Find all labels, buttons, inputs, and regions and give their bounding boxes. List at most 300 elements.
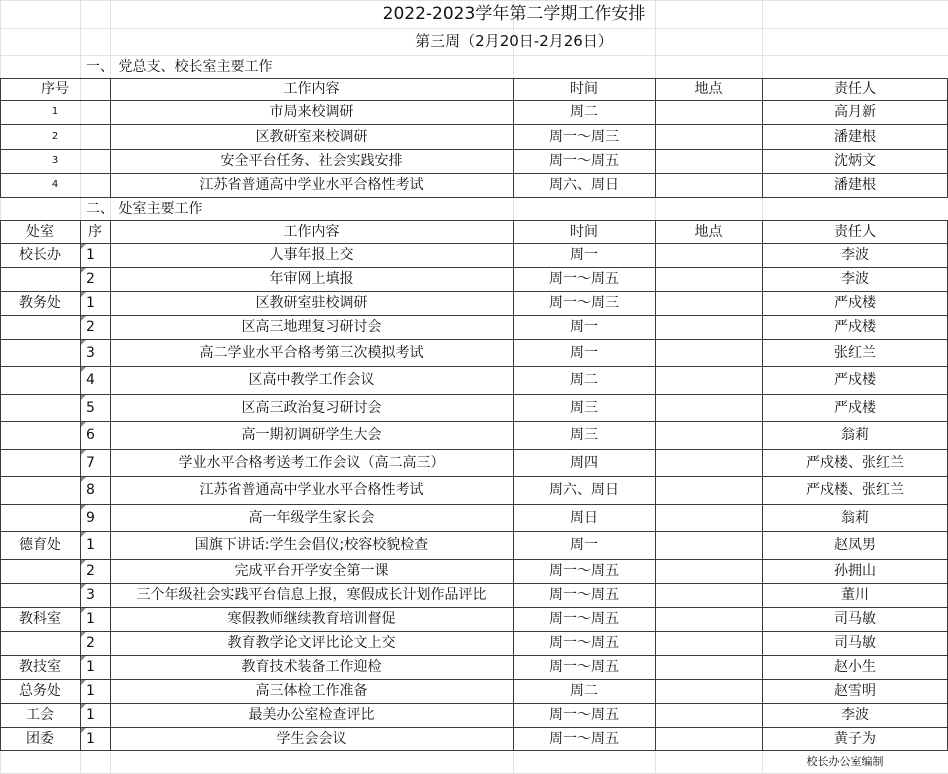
table-row-no-text: 1 (86, 537, 95, 553)
table-row-time-text: 周六、周日 (549, 177, 619, 193)
table-row-content-text: 最美办公室检查评比 (248, 707, 375, 723)
week-subtitle-text: 第三周（2月20日-2月26日） (415, 32, 613, 50)
table-row-content (110, 559, 513, 583)
table-row-person (762, 504, 948, 531)
table-row-person (762, 124, 948, 149)
table-row-content (110, 339, 513, 366)
table-row-no (80, 607, 110, 631)
table-row-no-text: 9 (86, 509, 95, 526)
table-row-person-text: 翁莉 (841, 509, 869, 526)
table-row-no (0, 173, 110, 197)
table-row-content-text: 寒假教师继续教育培训督促 (227, 611, 396, 627)
table-row-person-text: 孙拥山 (834, 563, 876, 579)
table-row-content (110, 583, 513, 607)
border-s2-col-2 (110, 220, 111, 750)
table-row-no-text: 4 (86, 372, 95, 388)
table-row-person (762, 531, 948, 559)
cell-marker-icon (81, 292, 86, 297)
table-row-time-text: 周一～周五 (549, 153, 619, 169)
footer-note (762, 750, 928, 773)
table-row-person (762, 703, 948, 727)
table-row-place (655, 583, 762, 607)
header-time-text: 时间 (570, 223, 598, 240)
border-s2-row-20 (0, 504, 948, 505)
border-s2-col-0 (0, 220, 1, 750)
table-row-time (513, 476, 655, 504)
table-row-no-text: 1 (86, 707, 95, 723)
table-row-dept (0, 703, 80, 727)
border-s2-col-3 (513, 220, 514, 750)
table-row-no-text: 2 (86, 635, 95, 651)
table-row-person-text: 严戍楼 (834, 319, 876, 335)
table-row-person (762, 727, 948, 750)
table-row-no (80, 655, 110, 679)
table-row-person-text: 张红兰 (834, 344, 876, 361)
table-row-time-text: 周一～周五 (549, 730, 619, 747)
table-row-time-text: 周一～周五 (549, 587, 619, 603)
table-row-content-text: 年审网上填报 (269, 271, 354, 287)
cell-marker-icon (81, 608, 86, 613)
cell-marker-icon (81, 367, 86, 372)
table-row-place (655, 421, 762, 449)
cell-marker-icon (81, 244, 86, 249)
table-row-content-text: 高三体检工作准备 (255, 683, 368, 699)
table-row-person-text: 沈炳文 (834, 153, 876, 169)
table-row-no-text: 1 (86, 730, 95, 747)
table-row-place (655, 394, 762, 421)
table-row-person (762, 449, 948, 476)
cell-marker-icon (81, 632, 86, 637)
table-row-content-text: 教育技术装备工作迎检 (241, 659, 382, 675)
table-row-dept (0, 291, 80, 315)
table-row-content-text: 高一期初调研学生大会 (241, 427, 382, 443)
table-row-content-text: 区高中教学工作会议 (248, 372, 375, 388)
cell-marker-icon (81, 268, 86, 273)
table-row-place (655, 291, 762, 315)
section2-heading-text: 二、 处室主要工作 (86, 200, 203, 217)
table-row-time (513, 173, 655, 197)
table-row-time (513, 679, 655, 703)
table-row-content-text: 学业水平合格考送考工作会议（高二高三） (178, 454, 445, 471)
table-row-content-text: 安全平台任务、社会实践安排 (220, 153, 403, 169)
header-dept-text: 处室 (26, 223, 54, 240)
header-content-text: 工作内容 (283, 223, 340, 240)
table-row-dept-text: 校长办 (19, 247, 61, 263)
table-row-time (513, 339, 655, 366)
table-row-content (110, 607, 513, 631)
table-row-place (655, 703, 762, 727)
header-place-text: 地点 (694, 223, 723, 240)
table-row-content (110, 655, 513, 679)
table-row-dept (0, 449, 80, 476)
table-row-content-text: 江苏省普通高中学业水平合格性考试 (199, 482, 424, 498)
week-subtitle (80, 28, 948, 55)
table-row-no-text: 3 (51, 155, 59, 166)
table-row-person-text: 赵凤男 (834, 537, 876, 553)
header-person (762, 78, 948, 100)
table-row-content-text: 完成平台开学安全第一课 (234, 563, 389, 579)
table-row-person-text: 严戍楼、张红兰 (806, 482, 904, 498)
table-row-no (0, 149, 110, 173)
table-row-person-text: 司马敏 (834, 635, 876, 651)
table-row-time (513, 243, 655, 267)
table-row-place (655, 366, 762, 394)
page-title (80, 0, 948, 28)
header-no (0, 78, 110, 100)
table-row-time (513, 449, 655, 476)
table-row-no (0, 124, 110, 149)
border-s1-row-7 (0, 173, 948, 174)
header-seq (80, 220, 110, 243)
table-row-person (762, 291, 948, 315)
table-row-time-text: 周一～周三 (549, 295, 619, 311)
table-row-person-text: 赵小生 (834, 659, 876, 675)
table-row-dept (0, 631, 80, 655)
table-row-time (513, 315, 655, 339)
table-row-time-text: 周一～周五 (549, 563, 619, 579)
table-row-no-text: 1 (51, 106, 59, 117)
table-row-time (513, 504, 655, 531)
table-row-content-text: 区教研室来校调研 (255, 128, 368, 145)
table-row-time-text: 周一～周五 (549, 635, 619, 651)
table-row-no (80, 421, 110, 449)
header-no-text: 序号 (41, 81, 69, 97)
table-row-time (513, 583, 655, 607)
table-row-place (655, 679, 762, 703)
border-s2-row-25 (0, 631, 948, 632)
table-row-no (80, 504, 110, 531)
table-row-content (110, 504, 513, 531)
table-row-no-text: 1 (86, 247, 95, 263)
table-row-time (513, 124, 655, 149)
table-row-content-text: 高一年级学生家长会 (248, 509, 375, 526)
table-row-place (655, 559, 762, 583)
header-content (110, 220, 513, 243)
table-row-time (513, 394, 655, 421)
table-row-content-text: 高二学业水平合格考第三次模拟考试 (199, 344, 424, 361)
table-row-dept-text: 德育处 (19, 537, 61, 553)
table-row-time (513, 703, 655, 727)
table-row-dept (0, 267, 80, 291)
table-row-no (80, 703, 110, 727)
table-row-dept (0, 504, 80, 531)
table-row-no (80, 476, 110, 504)
table-row-place (655, 267, 762, 291)
table-row-dept (0, 243, 80, 267)
table-row-no-text: 2 (86, 271, 95, 287)
table-row-content (110, 267, 513, 291)
table-row-no (80, 559, 110, 583)
border-s2-row-12 (0, 291, 948, 292)
table-row-content (110, 243, 513, 267)
border-s1-row-5 (0, 124, 948, 125)
table-row-time-text: 周一 (570, 319, 598, 335)
table-row-no (80, 366, 110, 394)
table-row-no (80, 531, 110, 559)
table-row-no-text: 1 (86, 683, 95, 699)
cell-marker-icon (81, 560, 86, 565)
table-row-content (110, 315, 513, 339)
table-row-no (80, 583, 110, 607)
table-row-time (513, 291, 655, 315)
table-row-no (80, 291, 110, 315)
table-row-time-text: 周一 (570, 537, 598, 553)
table-row-person-text: 严戍楼、张红兰 (806, 454, 904, 471)
border-s1-col-5 (762, 78, 763, 197)
table-row-content (110, 149, 513, 173)
table-row-no (80, 267, 110, 291)
table-row-place (655, 124, 762, 149)
table-row-content-text: 人事年报上交 (269, 247, 354, 263)
table-row-time (513, 655, 655, 679)
table-row-place (655, 504, 762, 531)
border-s2-col-1 (80, 220, 81, 750)
table-row-person (762, 559, 948, 583)
table-row-no (0, 100, 110, 124)
table-row-time-text: 周三 (570, 427, 598, 443)
table-row-time (513, 149, 655, 173)
table-row-dept-text: 教科室 (19, 611, 61, 627)
table-row-no (80, 449, 110, 476)
table-row-person (762, 421, 948, 449)
header-content-text: 工作内容 (283, 81, 340, 97)
section1-heading (80, 55, 680, 78)
table-row-dept-text: 工会 (26, 707, 54, 723)
table-row-no (80, 679, 110, 703)
border-s2-row-30 (0, 750, 948, 751)
table-row-person-text: 严戍楼 (834, 295, 876, 311)
table-row-no-text: 5 (86, 399, 95, 416)
section2-heading (80, 197, 680, 220)
cell-marker-icon (81, 395, 86, 400)
table-row-time-text: 周一～周五 (549, 707, 619, 723)
table-row-no (80, 315, 110, 339)
table-row-content (110, 476, 513, 504)
cell-marker-icon (81, 505, 86, 510)
table-row-no-text: 1 (86, 295, 95, 311)
table-row-person (762, 173, 948, 197)
cell-marker-icon (81, 680, 86, 685)
table-row-person (762, 655, 948, 679)
table-row-time-text: 周一～周三 (549, 128, 619, 145)
border-s2-row-23 (0, 583, 948, 584)
table-row-content-text: 区教研室驻校调研 (255, 295, 368, 311)
table-row-person-text: 李波 (841, 271, 869, 287)
table-row-content (110, 394, 513, 421)
cell-marker-icon (81, 584, 86, 589)
table-row-person (762, 679, 948, 703)
table-row-content-text: 江苏省普通高中学业水平合格性考试 (199, 177, 424, 193)
border-s1-col-0 (0, 78, 1, 197)
table-row-content-text: 教育教学论文评比论文上交 (227, 635, 396, 651)
table-row-dept-text: 总务处 (19, 683, 61, 699)
border-s1-row-6 (0, 149, 948, 150)
table-row-person-text: 黄子为 (834, 730, 876, 747)
table-row-place (655, 727, 762, 750)
table-row-person (762, 631, 948, 655)
page-title-text: 2022-2023学年第二学期工作安排 (382, 3, 646, 24)
footer-note-text: 校长办公室编制 (806, 755, 884, 768)
table-row-person (762, 583, 948, 607)
table-row-time (513, 366, 655, 394)
table-row-time (513, 727, 655, 750)
border-s2-row-29 (0, 727, 948, 728)
table-row-dept (0, 476, 80, 504)
cell-marker-icon (81, 532, 86, 537)
table-row-person (762, 607, 948, 631)
border-s2-row-21 (0, 531, 948, 532)
border-s2-col-5 (762, 220, 763, 750)
table-row-content (110, 703, 513, 727)
table-row-no-text: 1 (86, 659, 95, 675)
border-s2-row-26 (0, 655, 948, 656)
table-row-no-text: 2 (51, 130, 59, 142)
table-row-person-text: 严戍楼 (834, 399, 876, 416)
header-person-text: 责任人 (834, 223, 876, 240)
border-s1-row-4 (0, 100, 948, 101)
section1-heading-text: 一、 党总支、校长室主要工作 (86, 58, 273, 75)
border-s1-col-2 (110, 78, 111, 197)
table-row-dept (0, 559, 80, 583)
header-person (762, 220, 948, 243)
border-s2-row-11 (0, 267, 948, 268)
header-time (513, 220, 655, 243)
table-row-content (110, 124, 513, 149)
table-row-no-text: 8 (86, 482, 95, 498)
table-row-no-text: 2 (86, 563, 95, 579)
table-row-time-text: 周一～周五 (549, 611, 619, 627)
border-s2-row-9 (0, 220, 948, 221)
table-row-person (762, 366, 948, 394)
border-s2-row-10 (0, 243, 948, 244)
table-row-dept-text: 团委 (26, 730, 54, 747)
border-s1-col-3 (513, 78, 514, 197)
table-row-dept-text: 教务处 (19, 295, 61, 311)
table-row-content (110, 631, 513, 655)
header-place (655, 78, 762, 100)
table-row-time (513, 631, 655, 655)
cell-marker-icon (81, 450, 86, 455)
table-row-no-text: 1 (86, 611, 95, 627)
table-row-place (655, 100, 762, 124)
table-row-content-text: 三个年级社会实践平台信息上报，寒假成长计划作品评比 (136, 587, 487, 603)
border-s2-row-19 (0, 476, 948, 477)
table-row-person-text: 翁莉 (841, 427, 869, 443)
table-row-person (762, 315, 948, 339)
cell-marker-icon (81, 656, 86, 661)
table-row-time (513, 100, 655, 124)
table-row-content-text: 市局来校调研 (269, 104, 354, 120)
table-row-no (80, 394, 110, 421)
table-row-time-text: 周一～周五 (549, 659, 619, 675)
table-row-time-text: 周一～周五 (549, 271, 619, 287)
table-row-person-text: 司马敏 (834, 611, 876, 627)
table-row-person-text: 李波 (841, 247, 869, 263)
table-row-time-text: 周一 (570, 247, 598, 263)
cell-marker-icon (81, 477, 86, 482)
table-row-dept-text: 教技室 (19, 659, 61, 675)
table-row-dept (0, 315, 80, 339)
border-s1-col-4 (655, 78, 656, 197)
table-row-place (655, 631, 762, 655)
table-row-no-text: 2 (86, 319, 95, 335)
table-row-time-text: 周二 (570, 683, 598, 699)
table-row-time-text: 周六、周日 (549, 482, 619, 498)
table-row-person (762, 243, 948, 267)
table-row-dept (0, 607, 80, 631)
header-place-text: 地点 (694, 81, 723, 97)
table-row-no-text: 4 (51, 179, 59, 190)
table-row-person-text: 赵雪明 (834, 683, 876, 699)
table-row-person-text: 潘建根 (834, 128, 876, 145)
table-row-time-text: 周二 (570, 372, 598, 388)
table-row-time-text: 周一 (570, 344, 598, 361)
table-row-no-text: 7 (86, 454, 95, 471)
table-row-place (655, 655, 762, 679)
cell-marker-icon (81, 704, 86, 709)
table-row-content (110, 366, 513, 394)
table-row-person (762, 339, 948, 366)
table-row-no-text: 3 (86, 344, 95, 361)
border-s2-row-24 (0, 607, 948, 608)
table-row-no-text: 6 (86, 427, 95, 443)
table-row-dept (0, 339, 80, 366)
border-s2-row-22 (0, 559, 948, 560)
table-row-content-text: 区高三政治复习研讨会 (241, 399, 382, 416)
table-row-time-text: 周二 (570, 104, 598, 120)
header-time-text: 时间 (570, 81, 598, 97)
table-row-person (762, 394, 948, 421)
table-row-place (655, 339, 762, 366)
cell-marker-icon (81, 340, 86, 345)
table-row-time (513, 607, 655, 631)
border-s1-row-3 (0, 78, 948, 79)
table-row-place (655, 243, 762, 267)
table-row-place (655, 315, 762, 339)
table-row-content (110, 421, 513, 449)
cell-marker-icon (81, 316, 86, 321)
table-row-person (762, 100, 948, 124)
table-row-place (655, 173, 762, 197)
header-person-text: 责任人 (834, 81, 876, 97)
table-row-time (513, 421, 655, 449)
table-row-person-text: 潘建根 (834, 177, 876, 193)
table-row-time (513, 559, 655, 583)
table-row-person-text: 董川 (841, 587, 869, 603)
table-row-content (110, 727, 513, 750)
border-s2-row-17 (0, 421, 948, 422)
table-row-content (110, 531, 513, 559)
border-s2-row-18 (0, 449, 948, 450)
border-s1-row-8 (0, 197, 948, 198)
table-row-content-text: 国旗下讲话:学生会倡仪;校容校貌检查 (194, 537, 429, 553)
table-row-dept (0, 531, 80, 559)
table-row-dept (0, 655, 80, 679)
table-row-person (762, 149, 948, 173)
border-s2-row-16 (0, 394, 948, 395)
table-row-content (110, 679, 513, 703)
border-s2-row-15 (0, 366, 948, 367)
table-row-no (80, 631, 110, 655)
table-row-person (762, 476, 948, 504)
table-row-dept (0, 366, 80, 394)
header-content (110, 78, 513, 100)
table-row-place (655, 449, 762, 476)
border-s2-col-4 (655, 220, 656, 750)
table-row-place (655, 476, 762, 504)
header-place (655, 220, 762, 243)
table-row-time (513, 531, 655, 559)
